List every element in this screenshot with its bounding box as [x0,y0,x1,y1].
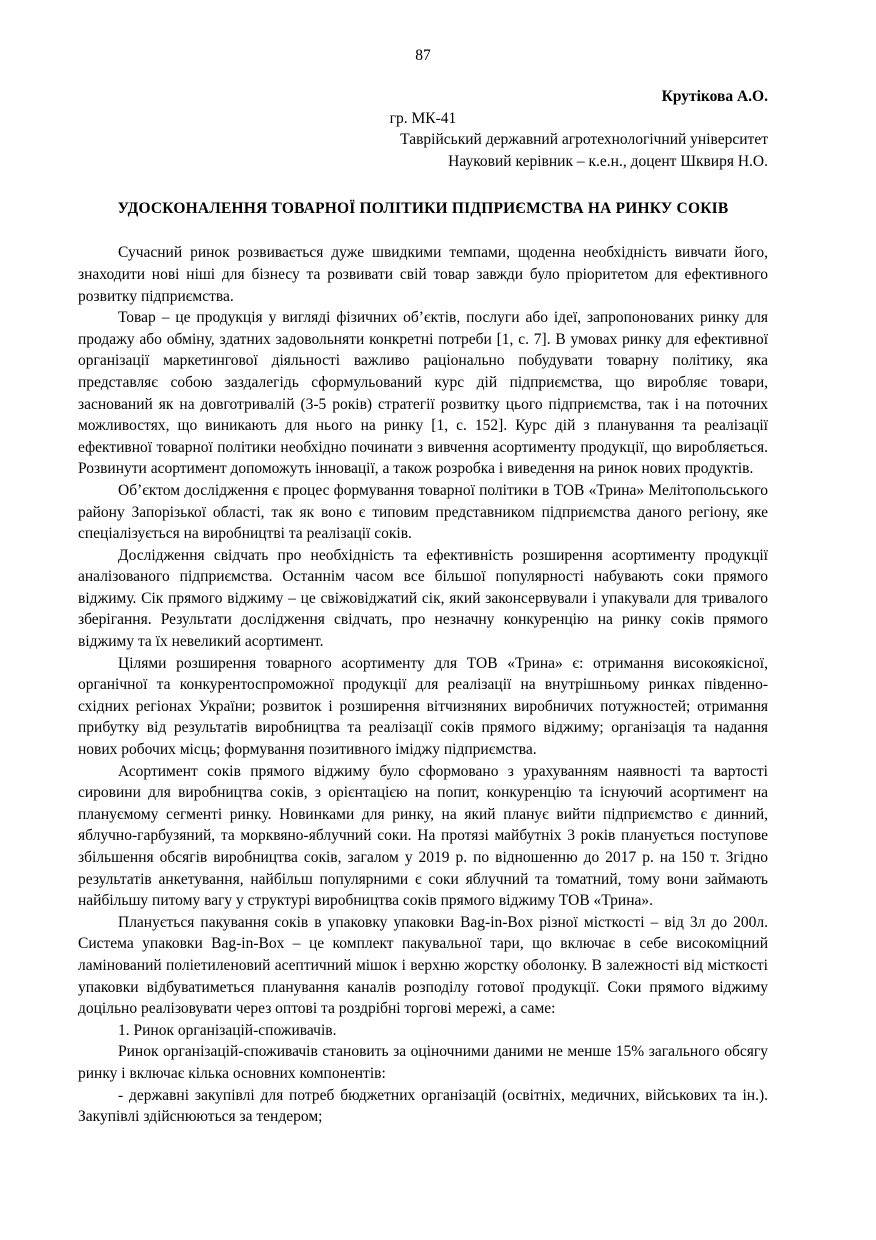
page-number: 87 [415,47,431,64]
author-group: гр. МК-41 [389,109,457,127]
author-name: Крутікова А.О. [661,88,768,105]
scientific-advisor: Науковий керівник – к.е.н., доцент Шквиря Н.О. [448,152,768,170]
paragraph: Дослідження свідчать про необхідність та ефективність розширення асортименту продукції аналізованого підприємства. Останнім часом все більшої популярності набувають соки прямого віджиму. Сік прямого віджиму – це свіжовіджатий сік, який законсервували і упакували для тривалого зберігання. Результати дослідження свідчать, про незначну конкуренцію на ринку соків прямого віджиму та їх невеликий асортимент. [78,546,768,651]
paper-body [78,242,768,1127]
author-block [78,86,768,172]
paragraph: Об’єктом дослідження є процес формування товарної політики в ТОВ «Трина» Мелітопольського району Запорізької області, так як воно є типовим представником підприємства даного регіону, яке спеціалізується на виробництві та реалізації соків. [78,481,768,543]
paragraph: Асортимент соків прямого віджиму було сформовано з урахуванням наявності та вартості сировини для виробництва соків, з орієнтацією на попит, конкуренцію та існуючий асортимент на плануємому сегменті ринку. Новинками для ринку, на який планує вийти підприємство є динний, яблучно-гарбузяний, та морквяно-яблучний соки. На протязі майбутніх 3 років планується поступове збільшення обсягів виробництва соків, загалом у 2019 р. по відношенню до 2017 р. на 150 т. Згідно результатів анкетування, найбільш популярними є соки яблучний та томатний, тому вони займають найбільшу питому вагу у структурі виробництва соків прямого віджиму ТОВ «Трина». [78,762,768,910]
paper-title: УДОСКОНАЛЕННЯ ТОВАРНОЇ ПОЛІТИКИ ПІДПРИЄМСТВА НА РИНКУ СОКІВ [117,200,729,218]
paragraph: Цілями розширення товарного асортименту для ТОВ «Трина» є: отримання високоякісної, органічної та конкурентоспроможної продукції для реалізації на внутрішньому ринках південно-східних регіонах України; розвиток і розширення вітчизняних виробничих потужностей; отримання прибутку від результатів виробництва та реалізації соків прямого віджиму; організація та надання нових робочих місць; формування позитивного іміджу підприємства. [78,654,768,759]
paragraph: Сучасний ринок розвивається дуже швидкими темпами, щоденна необхідність вивчати його, знаходити нові ніші для бізнесу та розвивати свій товар завжди було пріоритетом для ефективного розвитку підприємства. [78,244,768,305]
list-item-dash: - державні закупівлі для потреб бюджетних організацій (освітніх, медичних, військових та ін.). Закупівлі здійснюються за тендером; [78,1086,768,1126]
paragraph: Ринок організацій-споживачів становить за оціночними даними не менше 15% загального обсягу ринку і включає кілька основних компонентів: [78,1043,768,1082]
paragraph: Товар – це продукція у вигляді фізичних об’єктів, послуги або ідеї, запропонованих ринку для продажу або обміну, здатних задовольняти конкретні потреби [1, с. 7]. В умовах ринку для ефективної організації маркетингової діяльності важливо раціонально побудувати товарну політику, яка представляє собою заздалегідь сформульований курс дій підприємства, що виробляє товари, заснований як на довготривалій (3-5 років) стратегії розвитку цього підприємства, так і на поточних можливостях, що виникають для нього на ринку [1, с. 152]. Курс дій з планування та реалізації ефективної товарної політики необхідно починати з вивчення асортименту продукції, що виробляється. Розвинути асортимент допоможуть інновації, а також розробка і виведення на ринок нових продуктів. [78,309,768,478]
university-name: Таврійський державний агротехнологічний університет [400,131,768,149]
paragraph: Планується пакування соків в упаковку упаковки Bag-in-Box різної місткості – від 3л до 200л. Система упаковки Bag-in-Box – це комплект пакувальної тари, що включає в себе високоміцний ламінований поліетиленовий асептичний мішок і верхню жорстку оболонку. В залежності від місткості упаковки відбуватиметься планування каналів розподілу готової продукції. Соки прямого віджиму доцільно реалізовувати через оптові та роздрібні торгові мережі, а саме: [78,913,768,1018]
list-item-numbered: 1. Ринок організацій-споживачів. [118,1021,337,1039]
